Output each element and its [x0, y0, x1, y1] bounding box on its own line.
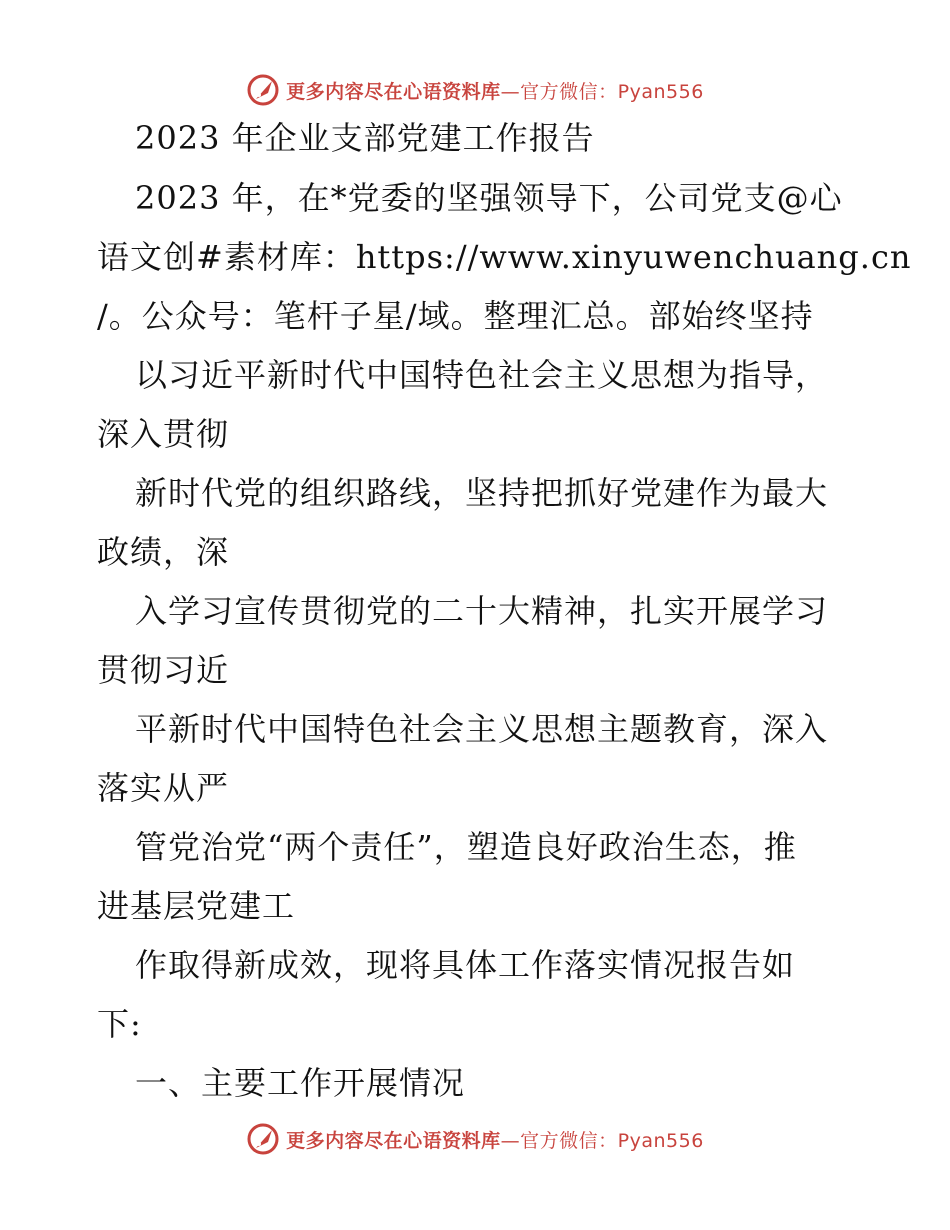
paragraph-line: 语文创#素材库：https://www.xinyuwenchuang.cn	[97, 238, 912, 276]
watermark-text	[286, 1126, 704, 1153]
header-watermark	[0, 70, 950, 110]
watermark-suffix-text: 官方微信：Pyan556	[520, 80, 704, 103]
paragraph-line: 进基层党建工	[97, 887, 296, 925]
paragraph-line: 政绩，深	[97, 533, 230, 571]
watermark-separator: —	[500, 1129, 521, 1152]
paragraph-line: 管党治党“两个责任”，塑造良好政治生态，推	[135, 828, 797, 866]
watermark-main-text: 更多内容尽在心语资料库	[286, 80, 501, 103]
footer-watermark	[0, 1119, 950, 1159]
paragraph-line: 新时代党的组织路线，坚持把抓好党建作为最大	[135, 474, 829, 512]
quill-circle-logo-icon	[246, 1122, 280, 1156]
watermark-suffix-text: 官方微信：Pyan556	[520, 1129, 704, 1152]
paragraph-line: 作取得新成效，现将具体工作落实情况报告如	[135, 946, 796, 984]
paragraph-line: 下:	[97, 1005, 142, 1043]
paragraph-line: 2023 年，在*党委的坚强领导下，公司党支@心	[135, 179, 843, 217]
watermark-separator: —	[500, 80, 521, 103]
watermark-text	[286, 77, 704, 104]
quill-circle-logo-icon	[246, 73, 280, 107]
paragraph-line: 落实从严	[97, 769, 230, 807]
document-title: 2023 年企业支部党建工作报告	[135, 119, 595, 157]
paragraph-line: 贯彻习近	[97, 651, 230, 689]
paragraph-line: 入学习宣传贯彻党的二十大精神，扎实开展学习	[135, 592, 829, 630]
paragraph-line: /。公众号：笔杆子星/域。整理汇总。部始终坚持	[97, 297, 814, 335]
watermark-main-text: 更多内容尽在心语资料库	[286, 1129, 501, 1152]
paragraph-line: 以习近平新时代中国特色社会主义思想为指导，	[135, 356, 829, 394]
section-heading: 一、主要工作开展情况	[135, 1064, 466, 1102]
paragraph-line: 深入贯彻	[97, 415, 230, 453]
paragraph-line: 平新时代中国特色社会主义思想主题教育，深入	[135, 710, 829, 748]
